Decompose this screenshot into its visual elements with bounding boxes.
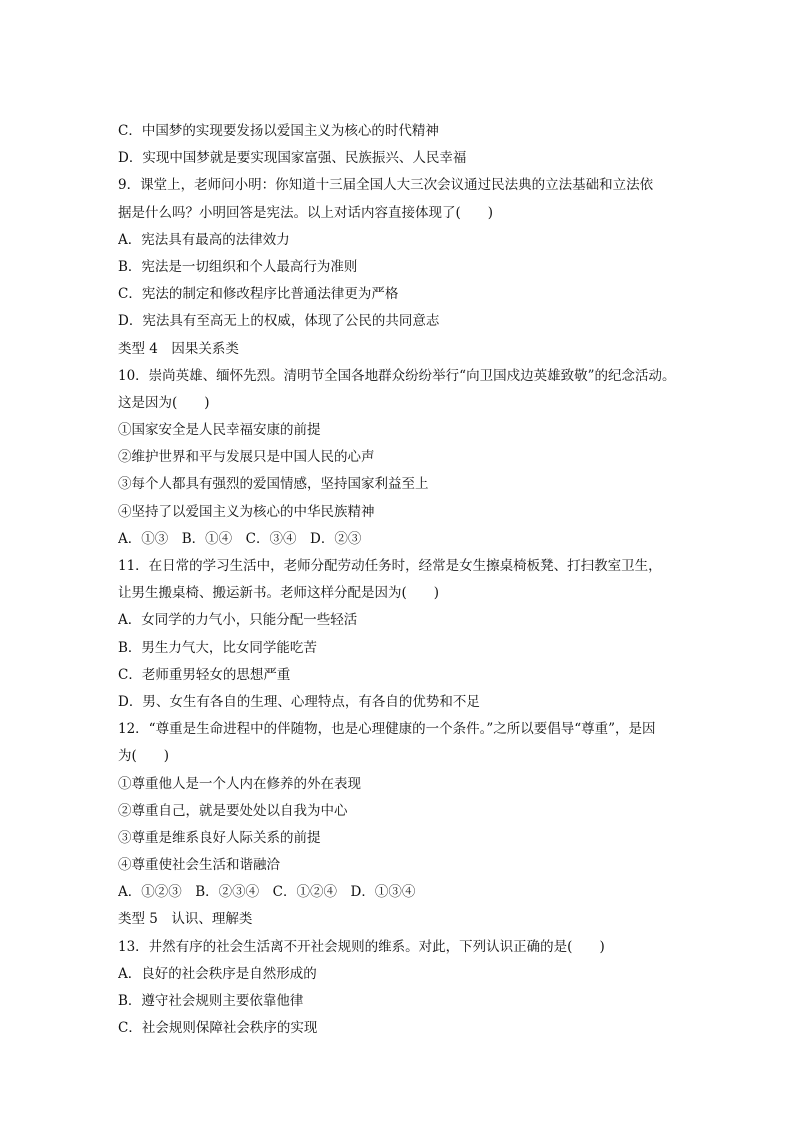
statement-10-1: ①国家安全是人民幸福安康的前提 [118,422,321,439]
option-9-c: C．宪法的制定和修改程序比普通法律更为严格 [118,286,399,303]
statement-12-4: ④尊重使社会生活和谐融洽 [118,857,280,874]
section-heading-type-5: 类型 5 认识、理解类 [118,911,253,928]
statement-12-2: ②尊重自己，就是要处处以自我为中心 [118,802,348,819]
statement-10-3: ③每个人都具有强烈的爱国情感，坚持国家利益至上 [118,476,429,493]
question-11-line-2: 让男生搬桌椅、搬运新书。老师这样分配是因为( ) [118,585,440,602]
option-11-b: B．男生力气大，比女同学能吃苦 [118,639,317,656]
option-11-a: A．女同学的力气小，只能分配一些轻活 [118,612,358,629]
question-10-line-2: 这是因为( ) [118,394,210,411]
question-9-line-2: 据是什么吗？小明回答是宪法。以上对话内容直接体现了( ) [118,204,494,221]
statement-12-3: ③尊重是维系良好人际关系的前提 [118,829,321,846]
question-9-line-1: 9．课堂上，老师问小明：你知道十三届全国人大三次会议通过民法典的立法基础和立法依 [118,177,654,194]
option-9d: D．实现中国梦就是要实现国家富强、民族振兴、人民幸福 [118,150,467,167]
options-10: A．①③ B．①④ C．③④ D．②③ [118,530,362,547]
option-13-a: A．良好的社会秩序是自然形成的 [118,965,317,982]
option-13-b: B．遵守社会规则主要依靠他律 [118,993,304,1009]
option-9-a: A．宪法具有最高的法律效力 [118,231,290,248]
question-13-line-1: 13．井然有序的社会生活离不开社会规则的维系。对此，下列认识正确的是( ) [118,938,605,955]
option-9c: C．中国梦的实现要发扬以爱国主义为核心的时代精神 [118,123,439,139]
statement-12-1: ①尊重他人是一个人内在修养的外在表现 [118,775,361,792]
options-12: A．①②③ B．②③④ C．①②④ D．①③④ [118,884,416,901]
question-11-line-1: 11．在日常的学习生活中，老师分配劳动任务时，经常是女生擦桌椅板凳、打扫教室卫生， [118,558,662,574]
option-9-d: D．宪法具有至高无上的权威，体现了公民的共同意志 [118,313,440,330]
statement-10-2: ②维护世界和平与发展只是中国人民的心声 [118,449,375,466]
question-12-line-1: 12．“尊重是生命进程中的伴随物，也是心理健康的一个条件。”之所以要倡导“尊重”，是因 [118,721,656,738]
option-11-d: D．男、女生有各自的生理、心理特点，有各自的优势和不足 [118,693,480,710]
option-9-b: B．宪法是一切组织和个人最高行为准则 [118,258,358,275]
question-10-line-1: 10．崇尚英雄、缅怀先烈。清明节全国各地群众纷纷举行“向卫国戍边英雄致敬”的纪念活动。 [118,367,676,384]
statement-10-4: ④坚持了以爱国主义为核心的中华民族精神 [118,503,375,520]
question-12-line-2: 为( ) [118,748,170,765]
option-11-c: C．老师重男轻女的思想严重 [118,666,291,683]
section-heading-type-4: 类型 4 因果关系类 [118,340,239,357]
option-13-c: C．社会规则保障社会秩序的实现 [118,1020,318,1037]
